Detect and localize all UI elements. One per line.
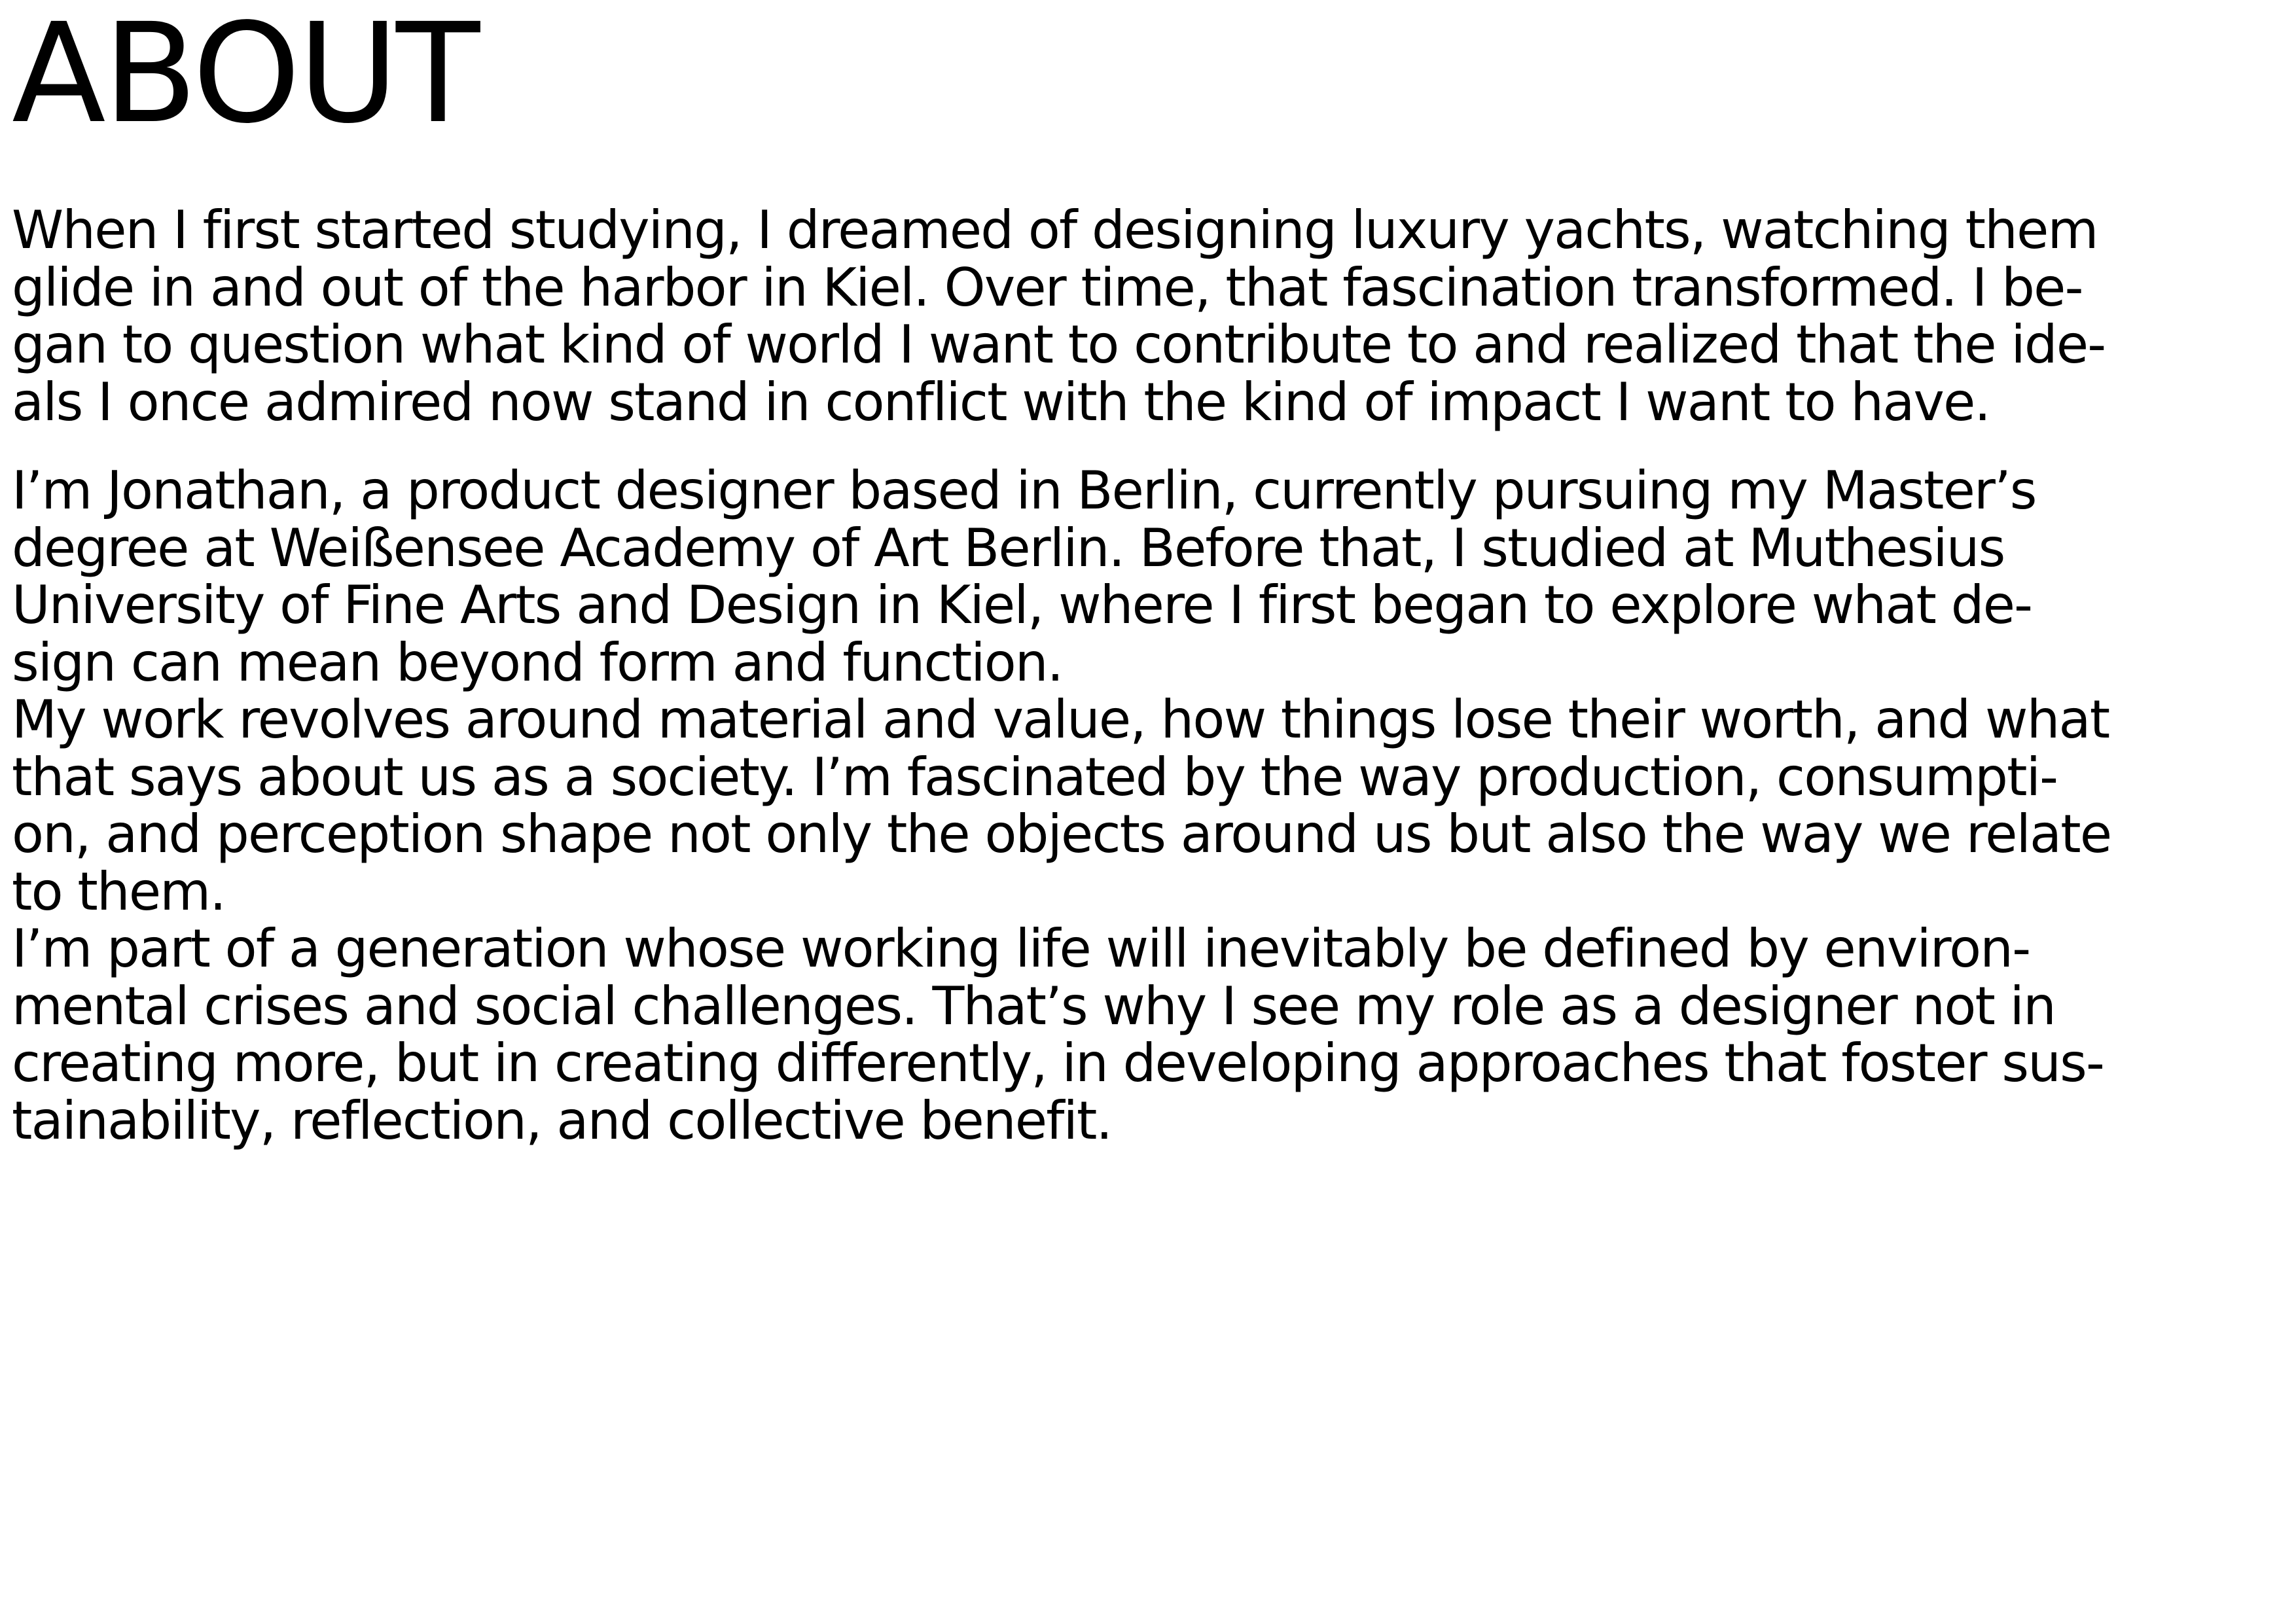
text-line: to them.	[12, 861, 225, 922]
text-line: sign can mean beyond form and function.	[12, 632, 1063, 693]
text-line: My work revolves around material and value, how things lose their worth, and what	[12, 689, 2109, 750]
text-line: als I once admired now stand in conflict with the kind of impact I want to have.	[12, 371, 1990, 433]
text-line: that says about us as a society. I’m fascinated by the way production, consumpti-	[12, 746, 2058, 808]
text-line: When I first started studying, I dreamed of designing luxury yachts, watching them	[12, 200, 2098, 260]
text-line: on, and perception shape not only the objects around us but also the way we relate	[12, 804, 2111, 865]
text-line: mental crises and social challenges. That’s why I see my role as a designer not in	[12, 975, 2056, 1037]
text-line: creating more, but in creating differently, in developing approaches that foster sus-	[12, 1033, 2104, 1094]
text-line: I’m part of a generation whose working life will inevitably be defined by environ-	[12, 918, 2030, 979]
text-line: University of Fine Arts and Design in Kiel, where I first began to explore what de-	[12, 575, 2032, 635]
text-line: glide in and out of the harbor in Kiel. Over time, that fascination transformed. I be-	[12, 257, 2083, 318]
about-page	[12, 0, 2284, 1151]
text-line: degree at Weißensee Academy of Art Berlin. Before that, I studied at Muthesius	[12, 517, 2005, 579]
intro-paragraph	[12, 202, 2105, 431]
text-line: gan to question what kind of world I want to contribute to and realized that the ide-	[12, 314, 2106, 375]
page-title: ABOUT	[12, 0, 478, 154]
text-line: tainability, reflection, and collective benefit.	[12, 1090, 1112, 1151]
bio-section	[12, 462, 2111, 1149]
text-line: I’m Jonathan, a product designer based in Berlin, currently pursuing my Master’s	[12, 460, 2036, 521]
